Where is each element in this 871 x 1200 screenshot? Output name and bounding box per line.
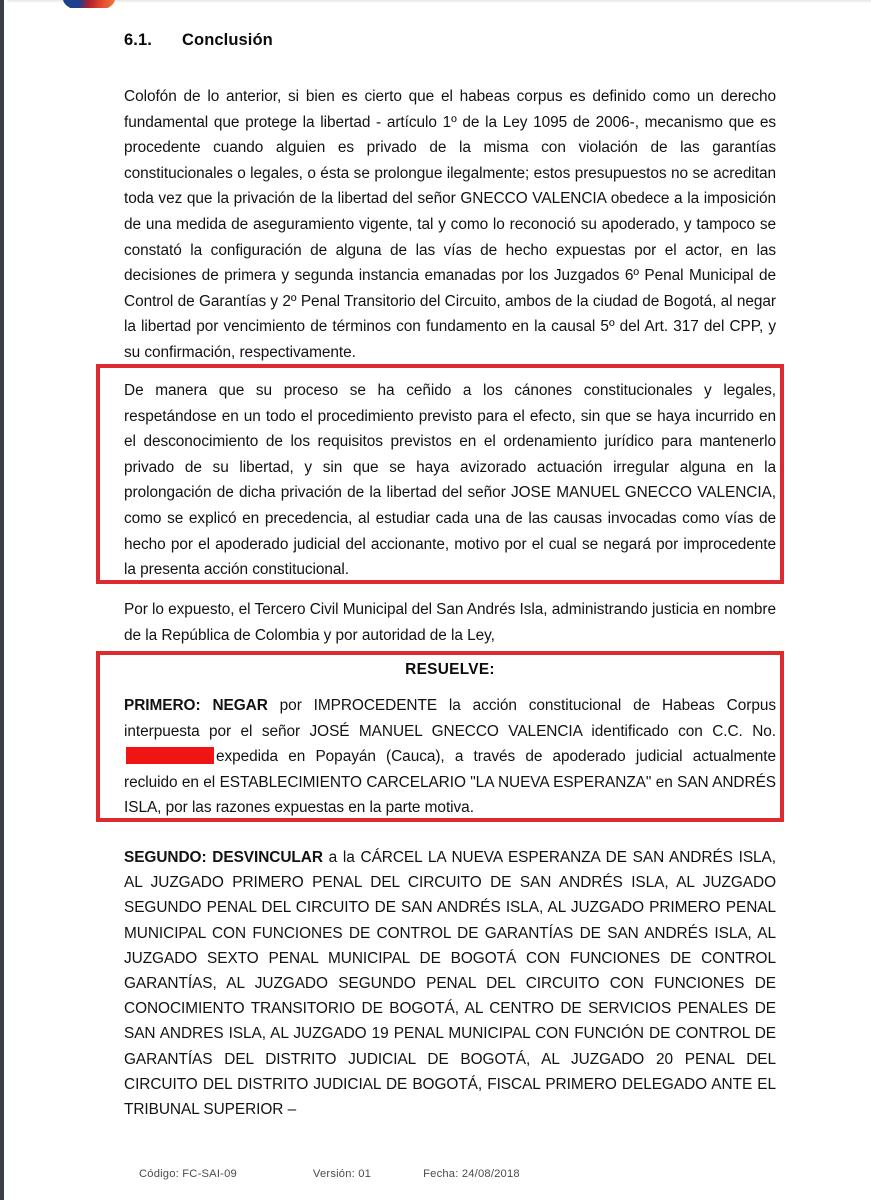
- primero-text-part-1: por IMPROCEDENTE la acción constitucional de Habeas Corpus interpuesta por el señor JOSÉ MANUEL GNECCO VALENCIA identificado con C.C. No.: [124, 697, 776, 740]
- paragraph-middle-block: [124, 597, 776, 648]
- footer-codigo: Código: FC-SAI-09: [139, 1168, 237, 1180]
- primero-label: PRIMERO:: [124, 697, 201, 714]
- paragraph-intro: Colofón de lo anterior, si bien es cierto que el habeas corpus es definido como un derecho fundamental que protege la libertad - artículo 1º de la Ley 1095 de 2006-, mecanismo que es procedente cuando alguien es privado de la misma con violación de las garantías constitucionales o legales, o ésta se prolongue ilegalmente; estos presupuestos no se acreditan toda vez que la privación de la libertad del señor GNECCO VALENCIA obedece a la imposición de una medida de aseguramiento vigente, tal y como lo reconoció su apoderado, y tampoco se constató la configuración de alguna de las vías de hecho expuestas por el actor, en las decisiones de primera y segunda instancia emanadas por los Juzgados 6º Penal Municipal de Control de Garantías y 2º Penal Transitorio del Circuito, ambos de la ciudad de Bogotá, al negar la libertad por vencimiento de términos con fundamento en la causal 5º del Art. 317 del CPP, y su confirmación, respectivamente.: [124, 88, 776, 361]
- primero-text-part-2: expedida en Popayán (Cauca), a través de apoderado judicial actualmente recluido en el ESTABLECIMIENTO CARCELARIO "LA NUEVA ESPERANZA" en SAN ANDRÉS ISLA, por las razones expuestas en la parte motiva.: [124, 748, 776, 817]
- document-footer: [139, 1168, 839, 1180]
- section-heading-block: [124, 0, 774, 50]
- paragraph-primero: [124, 693, 776, 821]
- section-title-text: Conclusión: [182, 31, 273, 49]
- highlight-box-conclusion-inner: [124, 378, 776, 583]
- segundo-action: DESVINCULAR: [212, 849, 323, 866]
- highlight-box-conclusion: [96, 364, 784, 584]
- page-title: [124, 0, 774, 50]
- footer-version: Versión: 01: [312, 1168, 372, 1180]
- paragraph-por-lo-expuesto: Por lo expuesto, el Tercero Civil Municipal del San Andrés Isla, administrando justicia en nombre de la República de Colombia y por autoridad de la Ley,: [124, 601, 776, 644]
- highlight-box-resuelve-inner: [124, 661, 776, 821]
- segundo-label: SEGUNDO:: [124, 849, 207, 866]
- footer-fecha: Fecha: 24/08/2018: [423, 1168, 520, 1180]
- paragraph-segundo: [124, 845, 776, 1122]
- paragraph-segundo-block: [124, 845, 776, 1122]
- redacted-id-number: [126, 747, 214, 764]
- paragraph-intro-block: [124, 84, 776, 366]
- paragraph-highlighted-conclusion: De manera que su proceso se ha ceñido a los cánones constitucionales y legales, respetándose en un todo el procedimiento previsto para el efecto, sin que se haya incurrido en el desconocimiento de los requisitos previstos en el ordenamiento jurídico para mantenerlo privado de su libertad, y sin que se haya avizorado actuación irregular alguna en la prolongación de dicha privación de la libertad del señor JOSE MANUEL GNECCO VALENCIA, como se explicó en precedencia, al estudiar cada una de las causas invocadas como vías de hecho por el apoderado judicial del accionante, motivo por el cual se negará por improcedente la presenta acción constitucional.: [124, 382, 776, 579]
- resuelve-heading: RESUELVE:: [405, 661, 495, 678]
- highlight-box-resuelve: [96, 651, 784, 822]
- section-number: 6.1.: [124, 31, 152, 49]
- segundo-text: a la CÁRCEL LA NUEVA ESPERANZA DE SAN ANDRÉS ISLA, AL JUZGADO PRIMERO PENAL DEL CIRCUITO DE SAN ANDRÉS ISLA, AL JUZGADO SEGUNDO PENAL DEL CIRCUITO DE SAN ANDRÉS ISLA, AL JUZGADO PRIMERO PENAL MUNICIPAL CON FUNCIONES DE CONTROL DE GARANTÍAS DE SAN ANDRÉS ISLA, AL JUZGADO SEXTO PENAL MUNICIPAL DE BOGOTÁ CON FUNCIONES DE CONTROL GARANTÍAS, AL JUZGADO SEGUNDO PENAL DEL CIRCUITO CON FUNCIONES DE CONOCIMIENTO TRANSITORIO DE BOGOTÁ, AL CENTRO DE SERVICIOS PENALES DE SAN ANDRES ISLA, AL JUZGADO 19 PENAL MUNICIPAL CON FUNCIÓN DE CONTROL DE GARANTÍAS DEL DISTRITO JUDICIAL DE BOGOTÁ, AL JUZGADO 20 PENAL DEL CIRCUITO DEL DISTRITO JUDICIAL DE BOGOTÁ, FISCAL PRIMERO DELEGADO ANTE EL TRIBUNAL SUPERIOR –: [124, 849, 777, 1119]
- primero-action: NEGAR: [212, 697, 268, 714]
